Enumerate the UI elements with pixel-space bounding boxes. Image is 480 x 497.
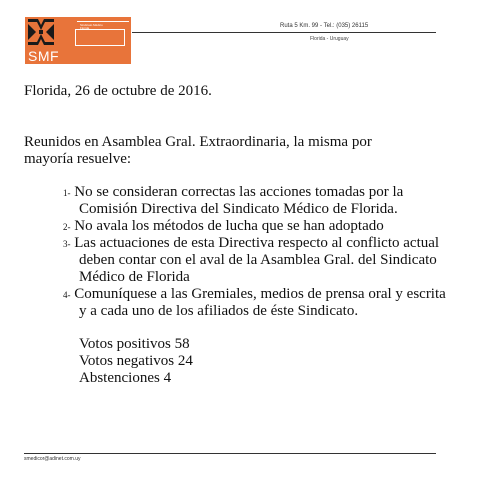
header-city: Florida - Uruguay — [310, 36, 349, 42]
list-item-4 — [63, 286, 446, 304]
votes-positive: Votos positivos 58 — [79, 336, 190, 352]
logo-divider — [77, 21, 129, 22]
list-item-number: 3- — [63, 239, 71, 249]
logo-subtitle-2: Florida — [80, 26, 90, 30]
intro-line-2: mayoría resuelve: — [24, 151, 132, 167]
list-item-1-continuation: Comisión Directiva del Sindicato Médico de Florida. — [79, 201, 398, 217]
list-item-number: 4- — [63, 290, 71, 300]
list-item-3 — [63, 235, 439, 253]
list-item-2 — [63, 218, 384, 236]
list-item-text: Comuníquese a las Gremiales, medios de prensa oral y escrita — [74, 286, 446, 302]
votes-negative: Votos negativos 24 — [79, 353, 193, 369]
logo-subtitle-1: Sindicato Médico — [80, 23, 103, 27]
list-item-text: Las actuaciones de esta Directiva respecto al conflicto actual — [74, 235, 440, 251]
list-item-number: 1- — [63, 188, 71, 198]
contact-info: Ruta 5 Km. 99 - Tel.: (035) 26115 — [280, 23, 369, 29]
list-item-text: No avala los métodos de lucha que se han adoptado — [74, 218, 384, 234]
list-item-3-continuation-2: Médico de Florida — [79, 269, 190, 285]
list-item-1 — [63, 184, 403, 202]
logo-box — [75, 29, 125, 46]
logo-name: SMF — [28, 48, 60, 64]
date-line: Florida, 26 de octubre de 2016. — [24, 83, 212, 99]
smf-logo — [25, 17, 131, 64]
footer-divider — [24, 453, 436, 454]
list-item-number: 2- — [63, 222, 71, 232]
footer-email: smedicor@adinet.com.uy — [24, 456, 81, 462]
list-item-text: No se consideran correctas las acciones tomadas por la — [74, 184, 404, 200]
list-item-3-continuation-1: deben contar con el aval de la Asamblea Gral. del Sindicato — [79, 252, 437, 268]
header-divider — [132, 32, 436, 33]
smf-emblem-icon — [28, 19, 54, 45]
intro-line-1: Reunidos en Asamblea Gral. Extraordinaria, la misma por — [24, 134, 372, 150]
votes-abstentions: Abstenciones 4 — [79, 370, 172, 386]
list-item-4-continuation: y a cada uno de los afiliados de éste Sindicato. — [79, 303, 359, 319]
